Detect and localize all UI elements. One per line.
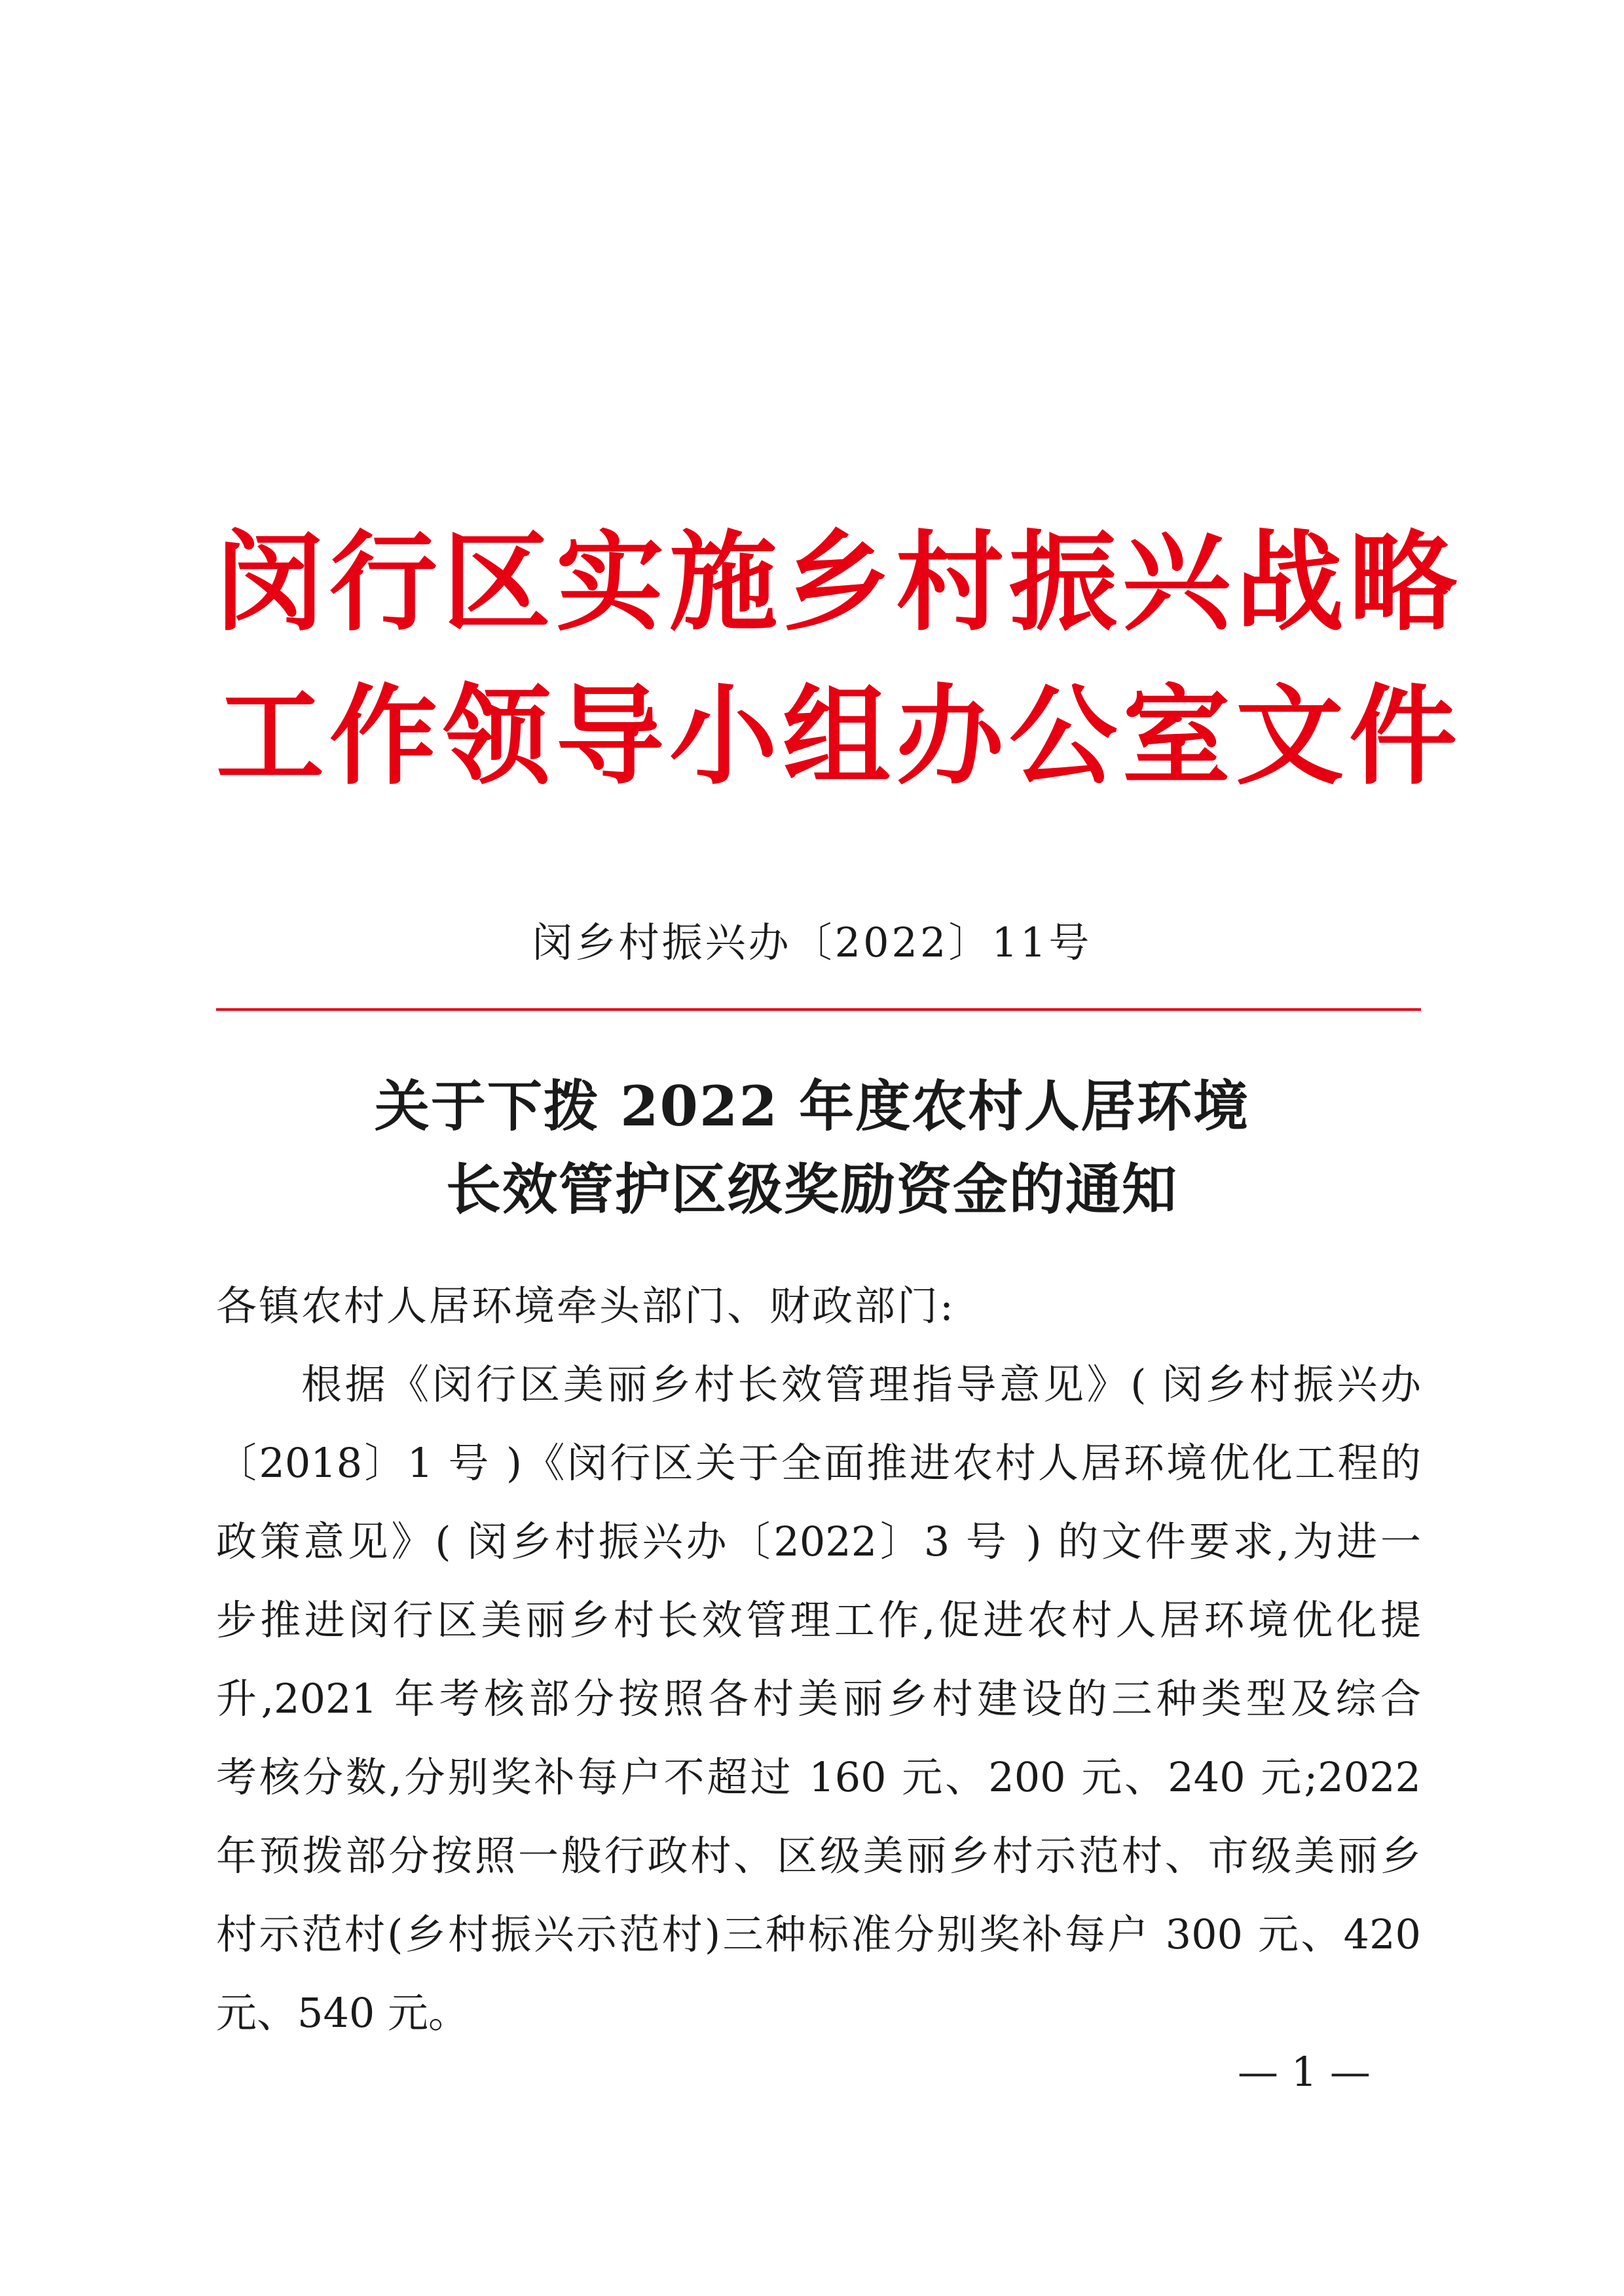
paragraph-line: 根据《闵行区美丽乡村长效管理指导意见》( 闵乡村振兴办 [301, 1360, 1421, 1408]
issuer-header-line-1: 闵行区实施乡村振兴战略 [216, 520, 1462, 646]
document-title-line-1: 关于下拨 2022 年度农村人居环境 [374, 1074, 1250, 1139]
paragraph-line: 村示范村(乡村振兴示范村)三种标准分别奖补每户 300 元、420 [216, 1910, 1421, 1958]
paragraph-line: 年预拨部分按照一般行政村、区级美丽乡村示范村、市级美丽乡 [216, 1832, 1421, 1880]
paragraph-line: 政策意见》( 闵乡村振兴办〔2022〕3 号 ) 的文件要求,为进一 [216, 1518, 1421, 1565]
paragraph-line: 步推进闵行区美丽乡村长效管理工作,促进农村人居环境优化提 [216, 1596, 1421, 1644]
issuer-header-line-2: 工作领导小组办公室文件 [216, 674, 1462, 799]
red-separator-line [216, 1008, 1421, 1011]
paragraph-line: 〔2018〕1 号 )《闵行区关于全面推进农村人居环境优化工程的 [216, 1439, 1421, 1487]
salutation: 各镇农村人居环境牵头部门、财政部门: [216, 1282, 955, 1330]
paragraph-line: 考核分数,分别奖补每户不超过 160 元、200 元、240 元;2022 [216, 1753, 1421, 1801]
paragraph-line: 升,2021 年考核部分按照各村美丽乡村建设的三种类型及综合 [216, 1675, 1421, 1722]
document-number: 闵乡村振兴办〔2022〕11号 [532, 919, 1092, 966]
body-paragraph [216, 1345, 1421, 2052]
page-number: — 1 — [1238, 2048, 1371, 2096]
paragraph-line: 元、540 元。 [216, 1989, 470, 2037]
document-title-line-2: 长效管护区级奖励资金的通知 [445, 1157, 1178, 1222]
